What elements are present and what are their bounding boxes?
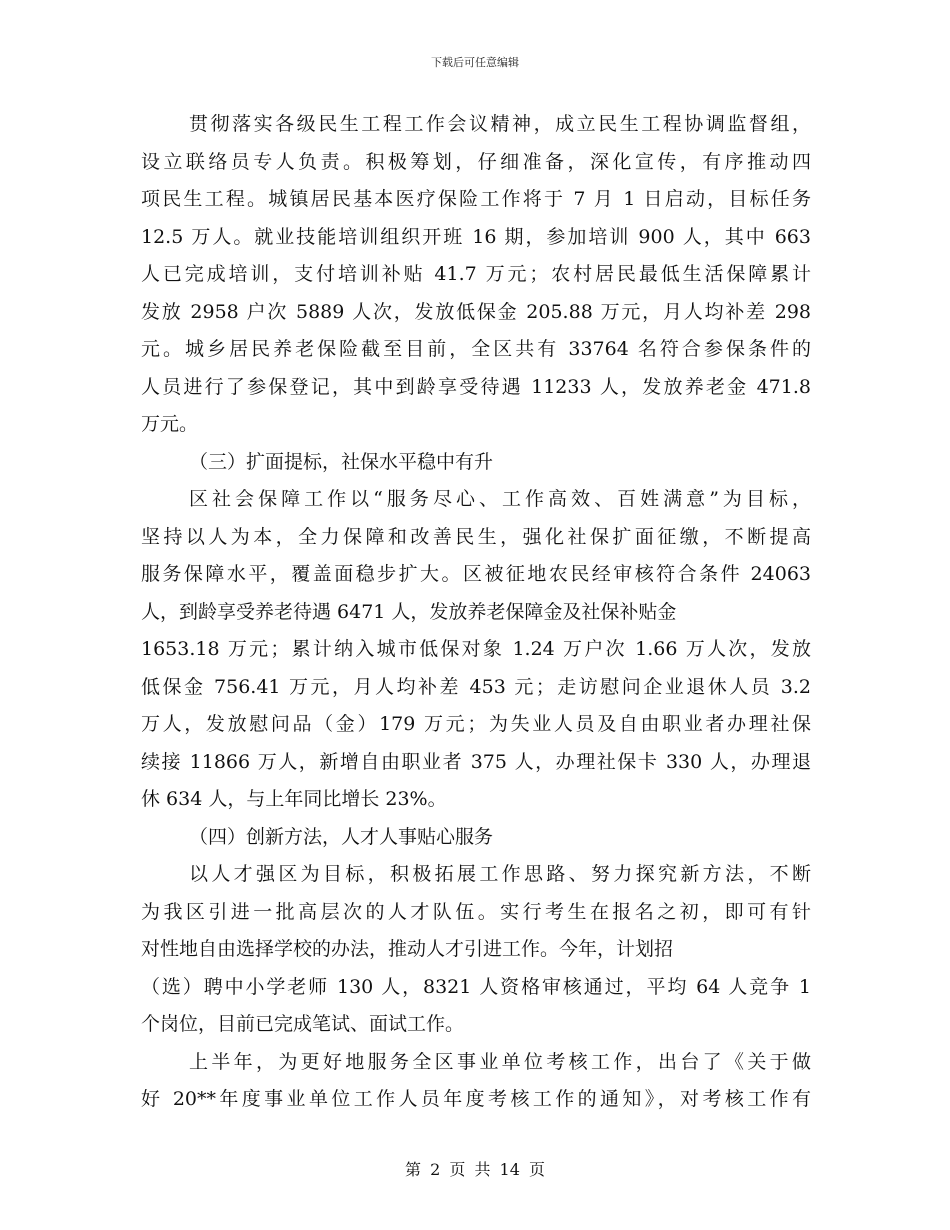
section-heading: （四）创新方法，人才人事贴心服务	[189, 825, 494, 848]
document-body	[141, 106, 811, 1119]
page-header-note: 下载后可任意编辑	[431, 56, 519, 69]
body-line: 万元。	[141, 413, 199, 435]
body-line: 坚持以人为本，全力保障和改善民生，强化社保扩面征缴，不断提高	[141, 525, 811, 548]
section-heading: （三）扩面提标，社保水平稳中有升	[189, 450, 494, 473]
body-line: 贯彻落实各级民生工程工作会议精神，成立民生工程协调监督组，	[189, 113, 811, 135]
body-line: 区社会保障工作以“服务尽心、工作高效、百姓满意”为目标，	[189, 488, 811, 510]
body-line: 上半年，为更好地服务全区事业单位考核工作，出台了《关于做	[189, 1050, 811, 1073]
body-line: 人，到龄享受养老待遇 6471 人，发放养老保障金及社保补贴金	[141, 600, 677, 623]
body-line: 元。城乡居民养老保险截至目前，全区共有 33764 名符合参保条件的	[141, 338, 811, 360]
body-line: 对性地自由选择学校的办法，推动人才引进工作。今年，计划招	[141, 938, 674, 960]
body-line: 为我区引进一批高层次的人才队伍。实行考生在报名之初，即可有针	[141, 900, 811, 923]
body-line: 人员进行了参保登记，其中到龄享受待遇 11233 人，发放养老金 471.8	[141, 375, 811, 398]
body-line: 项民生工程。城镇居民基本医疗保险工作将于 7 月 1 日启动，目标任务	[141, 188, 811, 210]
body-line: 12.5 万人。就业技能培训组织开班 16 期，参加培训 900 人，其中 663	[141, 225, 811, 248]
body-line: 人已完成培训，支付培训补贴 41.7 万元；农村居民最低生活保障累计	[141, 263, 811, 285]
body-line: 低保金 756.41 万元，月人均补差 453 元；走访慰问企业退休人员 3.2	[141, 675, 811, 698]
body-line: 休 634 人，与上年同比增长 23%。	[141, 788, 447, 810]
body-line: 1653.18 万元；累计纳入城市低保对象 1.24 万户次 1.66 万人次，发放	[141, 638, 811, 660]
body-line: 好 20**年度事业单位工作人员年度考核工作的通知》，对考核工作有	[141, 1088, 811, 1110]
body-line: 服务保障水平，覆盖面稳步扩大。区被征地农民经审核符合条件 24063	[141, 563, 811, 585]
body-line: （选）聘中小学老师 130 人，8321 人资格审核通过，平均 64 人竞争 1	[141, 975, 811, 998]
body-line: 发放 2958 户次 5889 人次，发放低保金 205.88 万元，月人均补差 298	[141, 300, 811, 323]
body-line: 个岗位，目前已完成笔试、面试工作。	[141, 1013, 465, 1035]
body-line: 续接 11866 万人，新增自由职业者 375 人，办理社保卡 330 人，办理退	[141, 750, 811, 773]
page-number-footer: 第 2 页 共 14 页	[405, 1160, 545, 1179]
body-line: 万人，发放慰问品（金）179 万元；为失业人员及自由职业者办理社保	[141, 713, 811, 735]
body-line: 设立联络员专人负责。积极筹划，仔细准备，深化宣传，有序推动四	[141, 150, 811, 173]
body-line: 以人才强区为目标，积极拓展工作思路、努力探究新方法，不断	[189, 863, 811, 885]
